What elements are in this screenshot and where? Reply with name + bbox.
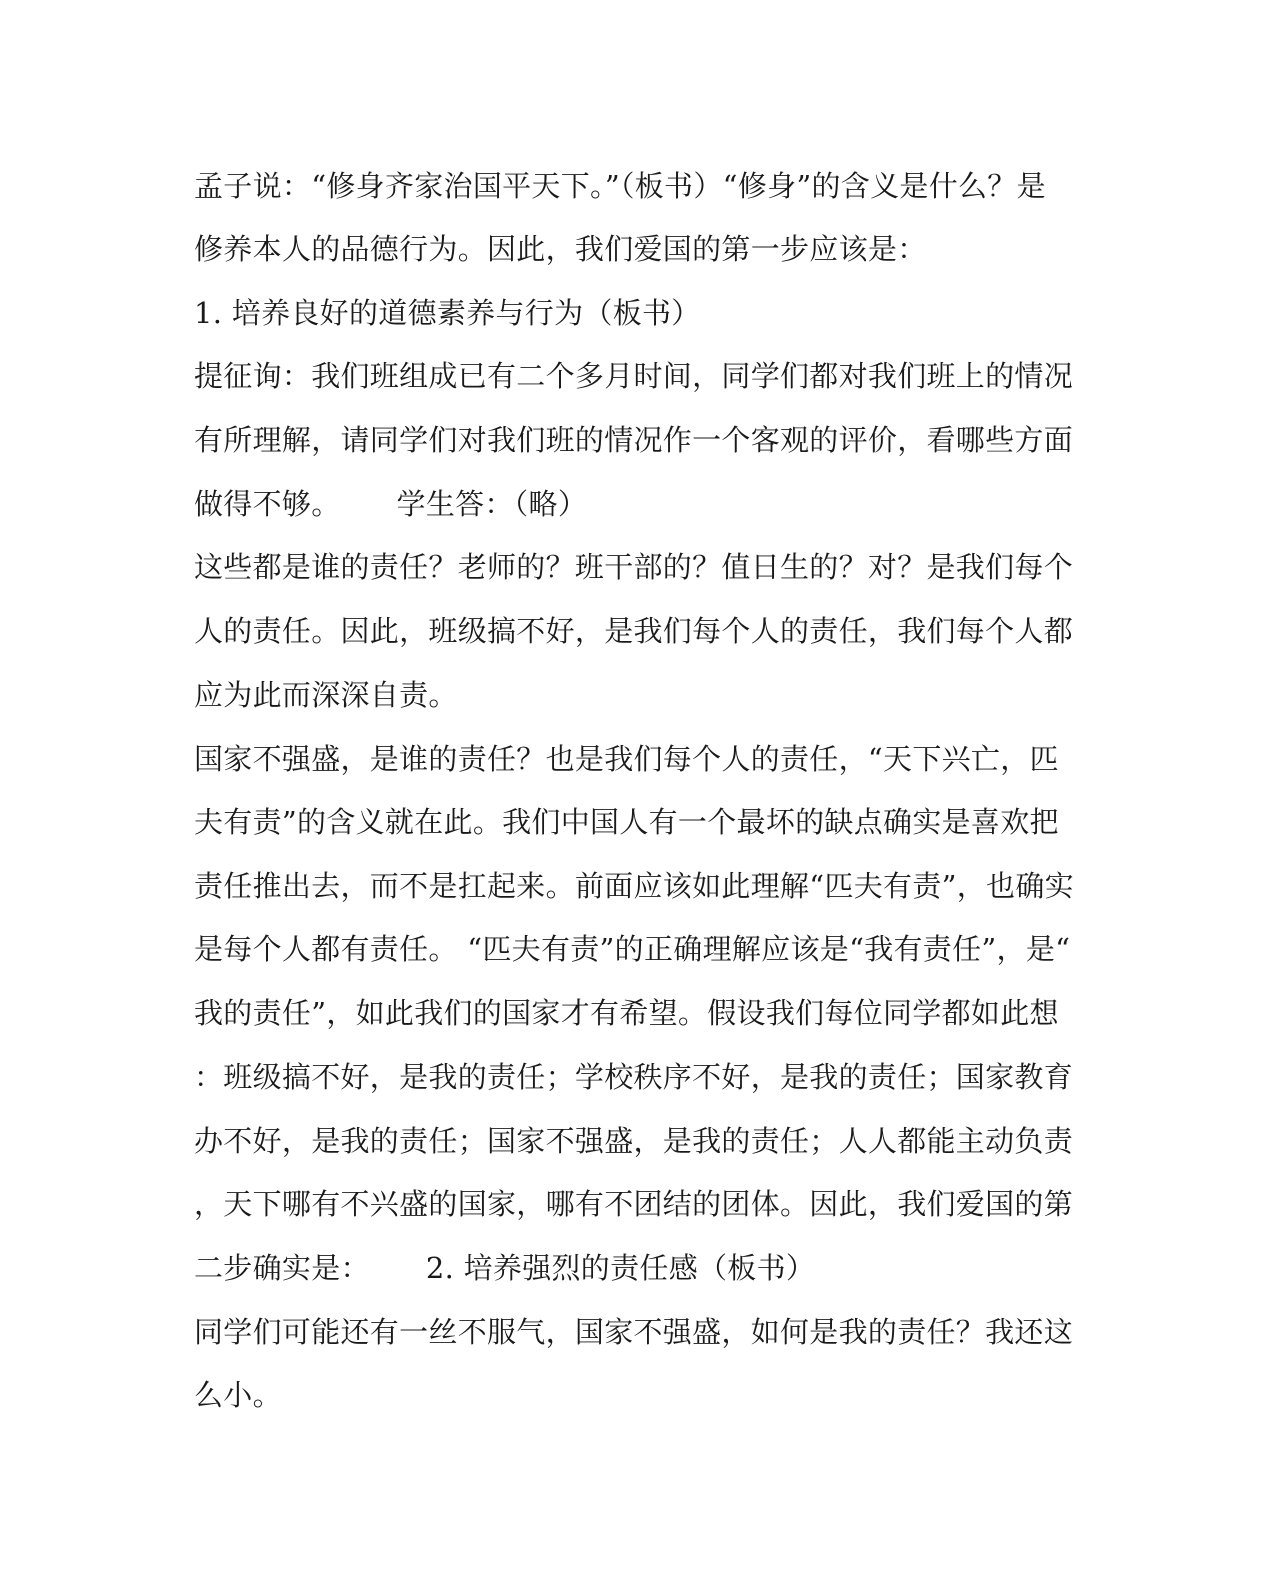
text-line: 1. 培养良好的道德素养与行为（板书）	[194, 296, 701, 330]
text-segment: 做得不够。	[194, 487, 341, 521]
text-line-with-answer	[194, 484, 587, 524]
text-line: 提征询：我们班组成已有二个多月时间，同学们都对我们班上的情况	[194, 359, 1074, 393]
text-line: 孟子说：“修身齐家治国平天下。”（板书）“修身”的含义是什么？是	[194, 169, 1046, 203]
text-line: 责任推出去，而不是扛起来。前面应该如此理解“匹夫有责”，也确实	[194, 869, 1074, 903]
text-line: 有所理解，请同学们对我们班的情况作一个客观的评价，看哪些方面	[194, 423, 1074, 457]
text-line: 办不好，是我的责任；国家不强盛，是我的责任；人人都能主动负责	[194, 1124, 1074, 1158]
text-line-with-point	[194, 1248, 815, 1288]
text-line: 这些都是谁的责任？老师的？班干部的？值日生的？对？是我们每个	[194, 550, 1074, 584]
text-line: 应为此而深深自责。	[194, 678, 458, 712]
student-answer: 学生答：（略）	[396, 487, 588, 521]
text-line: 夫有责”的含义就在此。我们中国人有一个最坏的缺点确实是喜欢把	[194, 805, 1059, 839]
text-line: 修养本人的品德行为。因此，我们爱国的第一步应该是：	[194, 232, 927, 266]
point-two-heading: 2. 培养强烈的责任感（板书）	[425, 1251, 816, 1285]
text-line: 人的责任。因此，班级搞不好，是我们每个人的责任，我们每个人都	[194, 614, 1074, 648]
text-line: ，天下哪有不兴盛的国家，哪有不团结的团体。因此，我们爱国的第	[194, 1187, 1074, 1221]
text-line: 我的责任”，如此我们的国家才有希望。假设我们每位同学都如此想	[194, 996, 1059, 1030]
text-line: 同学们可能还有一丝不服气，国家不强盛，如何是我的责任？我还这	[194, 1315, 1074, 1349]
text-line: 么小。	[194, 1378, 282, 1412]
text-line: 国家不强盛，是谁的责任？也是我们每个人的责任，“天下兴亡，匹	[194, 742, 1059, 776]
text-line: 是每个人都有责任。 “匹夫有责”的正确理解应该是“我有责任”，是“	[194, 932, 1071, 966]
text-line: ：班级搞不好，是我的责任；学校秩序不好，是我的责任；国家教育	[194, 1060, 1074, 1094]
text-segment: 二步确实是：	[194, 1251, 370, 1285]
